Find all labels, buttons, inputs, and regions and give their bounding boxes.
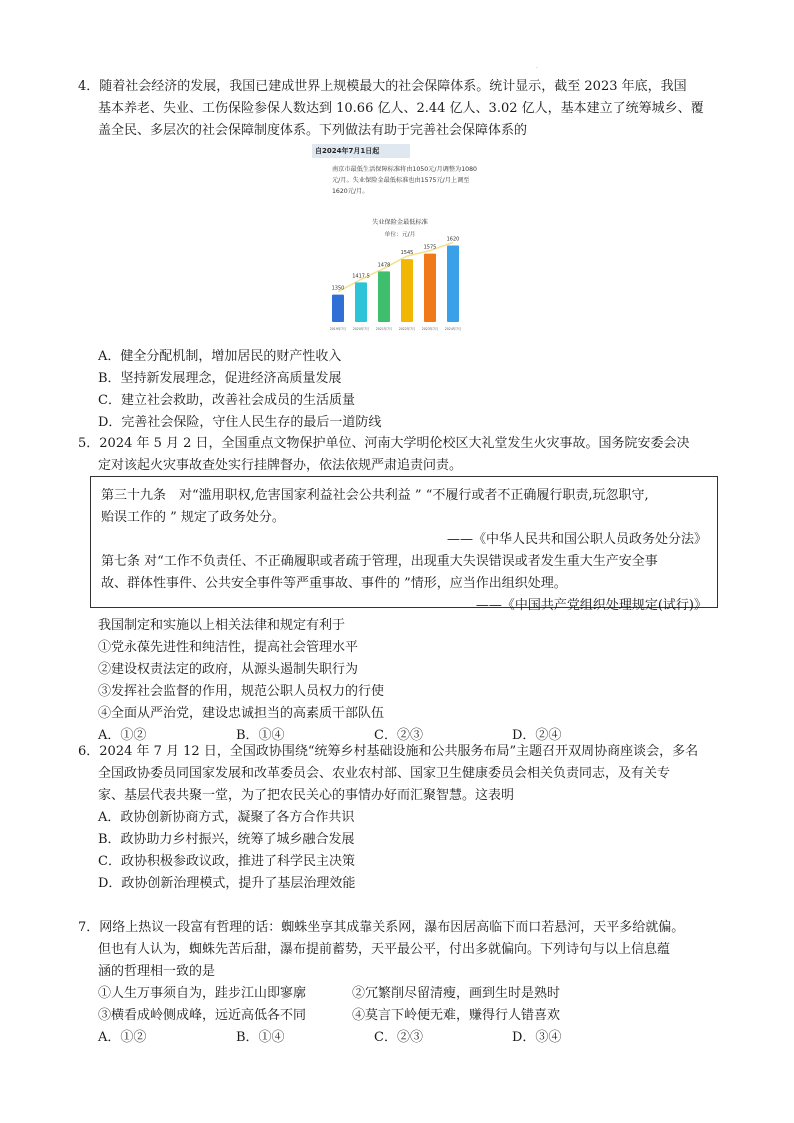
q7-poem-row [78, 983, 718, 1005]
q4-line: 4．随着社会经济的发展，我国已建成世界上规模最大的社会保障体系。统计显示，截至 2023 年底，我国 [78, 79, 687, 94]
question-4 [78, 76, 718, 142]
q7-choices [78, 1027, 718, 1049]
q5-choice-b[interactable]: B．①④ [236, 728, 285, 743]
q6-option-d[interactable]: D．政协创新治理模式，提升了基层治理效能 [98, 876, 356, 891]
q7-line: 涵的哲理相一致的是 [98, 964, 216, 979]
q5-line: 5．2024 年 5 月 2 日，全国重点文物保护单位、河南大学明伦校区大礼堂发生火灾事故。国务院安委会决 [78, 436, 690, 451]
q7-line: 但也有人认为，蜘蛛先苦后甜，瀑布提前蓄势，天平最公平，付出多就偏向。下列诗句与以上信息蕴 [98, 942, 671, 957]
q5-choice-a[interactable]: A．①② [98, 728, 147, 743]
q6-line: 全国政协委员同国家发展和改革委员会、农业农村部、国家卫生健康委员会相关负责同志，及有关专 [98, 766, 671, 781]
bar-value-label: 1575 [423, 244, 437, 251]
x-tick-label: 2022年7月 [398, 327, 416, 331]
q5-choice-d[interactable]: D．②④ [512, 728, 562, 743]
excerpt-line: 故、群体性事件、公共安全事件等严重事故、事件的 ”情形，应当作出组织处理。 [101, 576, 567, 591]
chart-card-header: 自2024年7月1日起 [312, 144, 410, 158]
x-tick-label: 2021年7月 [375, 327, 393, 331]
q7-line: 7．网络上热议一段富有哲理的话：蜘蛛坐享其成靠关系网，瀑布因居高临下而口若悬河，天平多给就偏。 [78, 920, 685, 935]
q4-options [78, 346, 718, 434]
bar-value-label: 1478 [377, 262, 391, 269]
q4-option-a[interactable]: A．健全分配机制，增加居民的财产性收入 [98, 349, 342, 364]
q5-line: 定对该起火灾事故查处实行挂牌督办，依法依规严肃追责问责。 [98, 458, 463, 473]
bar-value-label: 1417.5 [352, 273, 370, 280]
bar [378, 271, 390, 322]
question-6 [78, 741, 718, 895]
excerpt-line: 第七条 对“工作不负责任、不正确履职或者疏于管理，出现重大失误错误或者发生重大生产安全事 [101, 554, 658, 569]
bar-value-label: 1545 [400, 250, 414, 257]
x-tick-label: 2019年7月 [329, 327, 347, 331]
x-tick-label: 2020年7月 [352, 327, 370, 331]
q6-line: 6．2024 年 7 月 12 日，全国政协围绕“统筹乡村基础设施和公共服务布局”主题召开双周协商座谈会，多名 [78, 744, 699, 759]
q5-item: ③发挥社会监督的作用，规范公职人员权力的行使 [98, 684, 385, 699]
page-mark: . [536, 63, 538, 70]
q6-option-a[interactable]: A．政协创新协商方式，凝聚了各方合作共识 [98, 810, 355, 825]
x-tick-label: 2024年7月 [444, 327, 462, 331]
q5-item: ④全面从严治党，建设忠诚担当的高素质干部队伍 [98, 706, 385, 721]
q6-option-b[interactable]: B．政协助力乡村振兴，统筹了城乡融合发展 [98, 832, 355, 847]
chart-card-note: 南京市最低生活保障标准将由1050元/月调整为1080元/月。失业保险金最低标准也由1575元/月上调至1620元/月。 [332, 166, 477, 195]
q4-line: 盖全民、多层次的社会保障制度体系。下列做法有助于完善社会保障体系的 [98, 123, 528, 138]
bar [355, 282, 367, 322]
q7-poem: ②冗繁削尽留清瘦，画到生时是熟时 [352, 986, 561, 1001]
x-tick-label: 2023年7月 [421, 327, 439, 331]
q7-choice-d[interactable]: D．③④ [512, 1030, 562, 1045]
q7-choice-b[interactable]: B．①④ [236, 1030, 285, 1045]
q5-choice-c[interactable]: C．②③ [374, 728, 423, 743]
q5-body [78, 615, 718, 747]
q7-poem: ④莫言下岭便无难，赚得行人错喜欢 [352, 1008, 561, 1023]
q4-option-d[interactable]: D．完善社会保险，守住人民生存的最后一道防线 [98, 415, 382, 430]
bar-chart [312, 144, 482, 338]
q6-option-c[interactable]: C．政协积极参政议政，推进了科学民主决策 [98, 854, 355, 869]
question-5 [78, 433, 718, 477]
law-excerpt-box [90, 476, 718, 613]
bar-value-label: 1620 [446, 236, 460, 243]
q5-item: ①党永葆先进性和纯洁性，提高社会管理水平 [98, 640, 359, 655]
excerpt-source: ——《中国共产党组织处理规定(试行)》 [475, 598, 707, 613]
q4-line: 基本养老、失业、工伤保险参保人数达到 10.66 亿人、2.44 亿人、3.02 亿人，基本建立了统筹城乡、覆 [98, 101, 704, 116]
excerpt-source: ——《中华人民共和国公职人员政务处分法》 [446, 532, 707, 547]
q7-poem: ①人生万事须自为，跬步江山即寥廓 [98, 986, 307, 1001]
q7-choice-c[interactable]: C．②③ [374, 1030, 423, 1045]
bar [401, 259, 413, 322]
bar [447, 245, 459, 322]
excerpt-line: 贻误工作的 ” 规定了政务处分。 [101, 510, 285, 525]
q4-option-b[interactable]: B．坚持新发展理念，促进经济高质量发展 [98, 371, 342, 386]
q5-item: ②建设权责法定的政府，从源头遏制失职行为 [98, 662, 359, 677]
unemployment-chart-card [312, 144, 482, 338]
q7-choice-a[interactable]: A．①② [98, 1030, 147, 1045]
q4-option-c[interactable]: C．建立社会救助，改善社会成员的生活质量 [98, 393, 355, 408]
q5-stem: 我国制定和实施以上相关法律和规定有利于 [98, 618, 346, 633]
chart-title: 失业保险金最低标准 [372, 219, 428, 226]
bar-value-label: 1350 [331, 285, 345, 292]
q7-poem-row [78, 1005, 718, 1027]
q6-line: 家、基层代表共聚一堂，为了把农民关心的事情办好而汇聚智慧。这表明 [98, 788, 515, 803]
q7-poem: ③横看成岭侧成峰，远近高低各不同 [98, 1008, 307, 1023]
bar [332, 295, 344, 322]
bar [424, 254, 436, 322]
chart-unit: 单位：元/月 [384, 232, 416, 238]
excerpt-line: 第三十九条 对“滥用职权,危害国家利益社会公共利益 ” “不履行或者不正确履行职责,玩忽职守, [101, 488, 649, 503]
question-7 [78, 917, 718, 1049]
